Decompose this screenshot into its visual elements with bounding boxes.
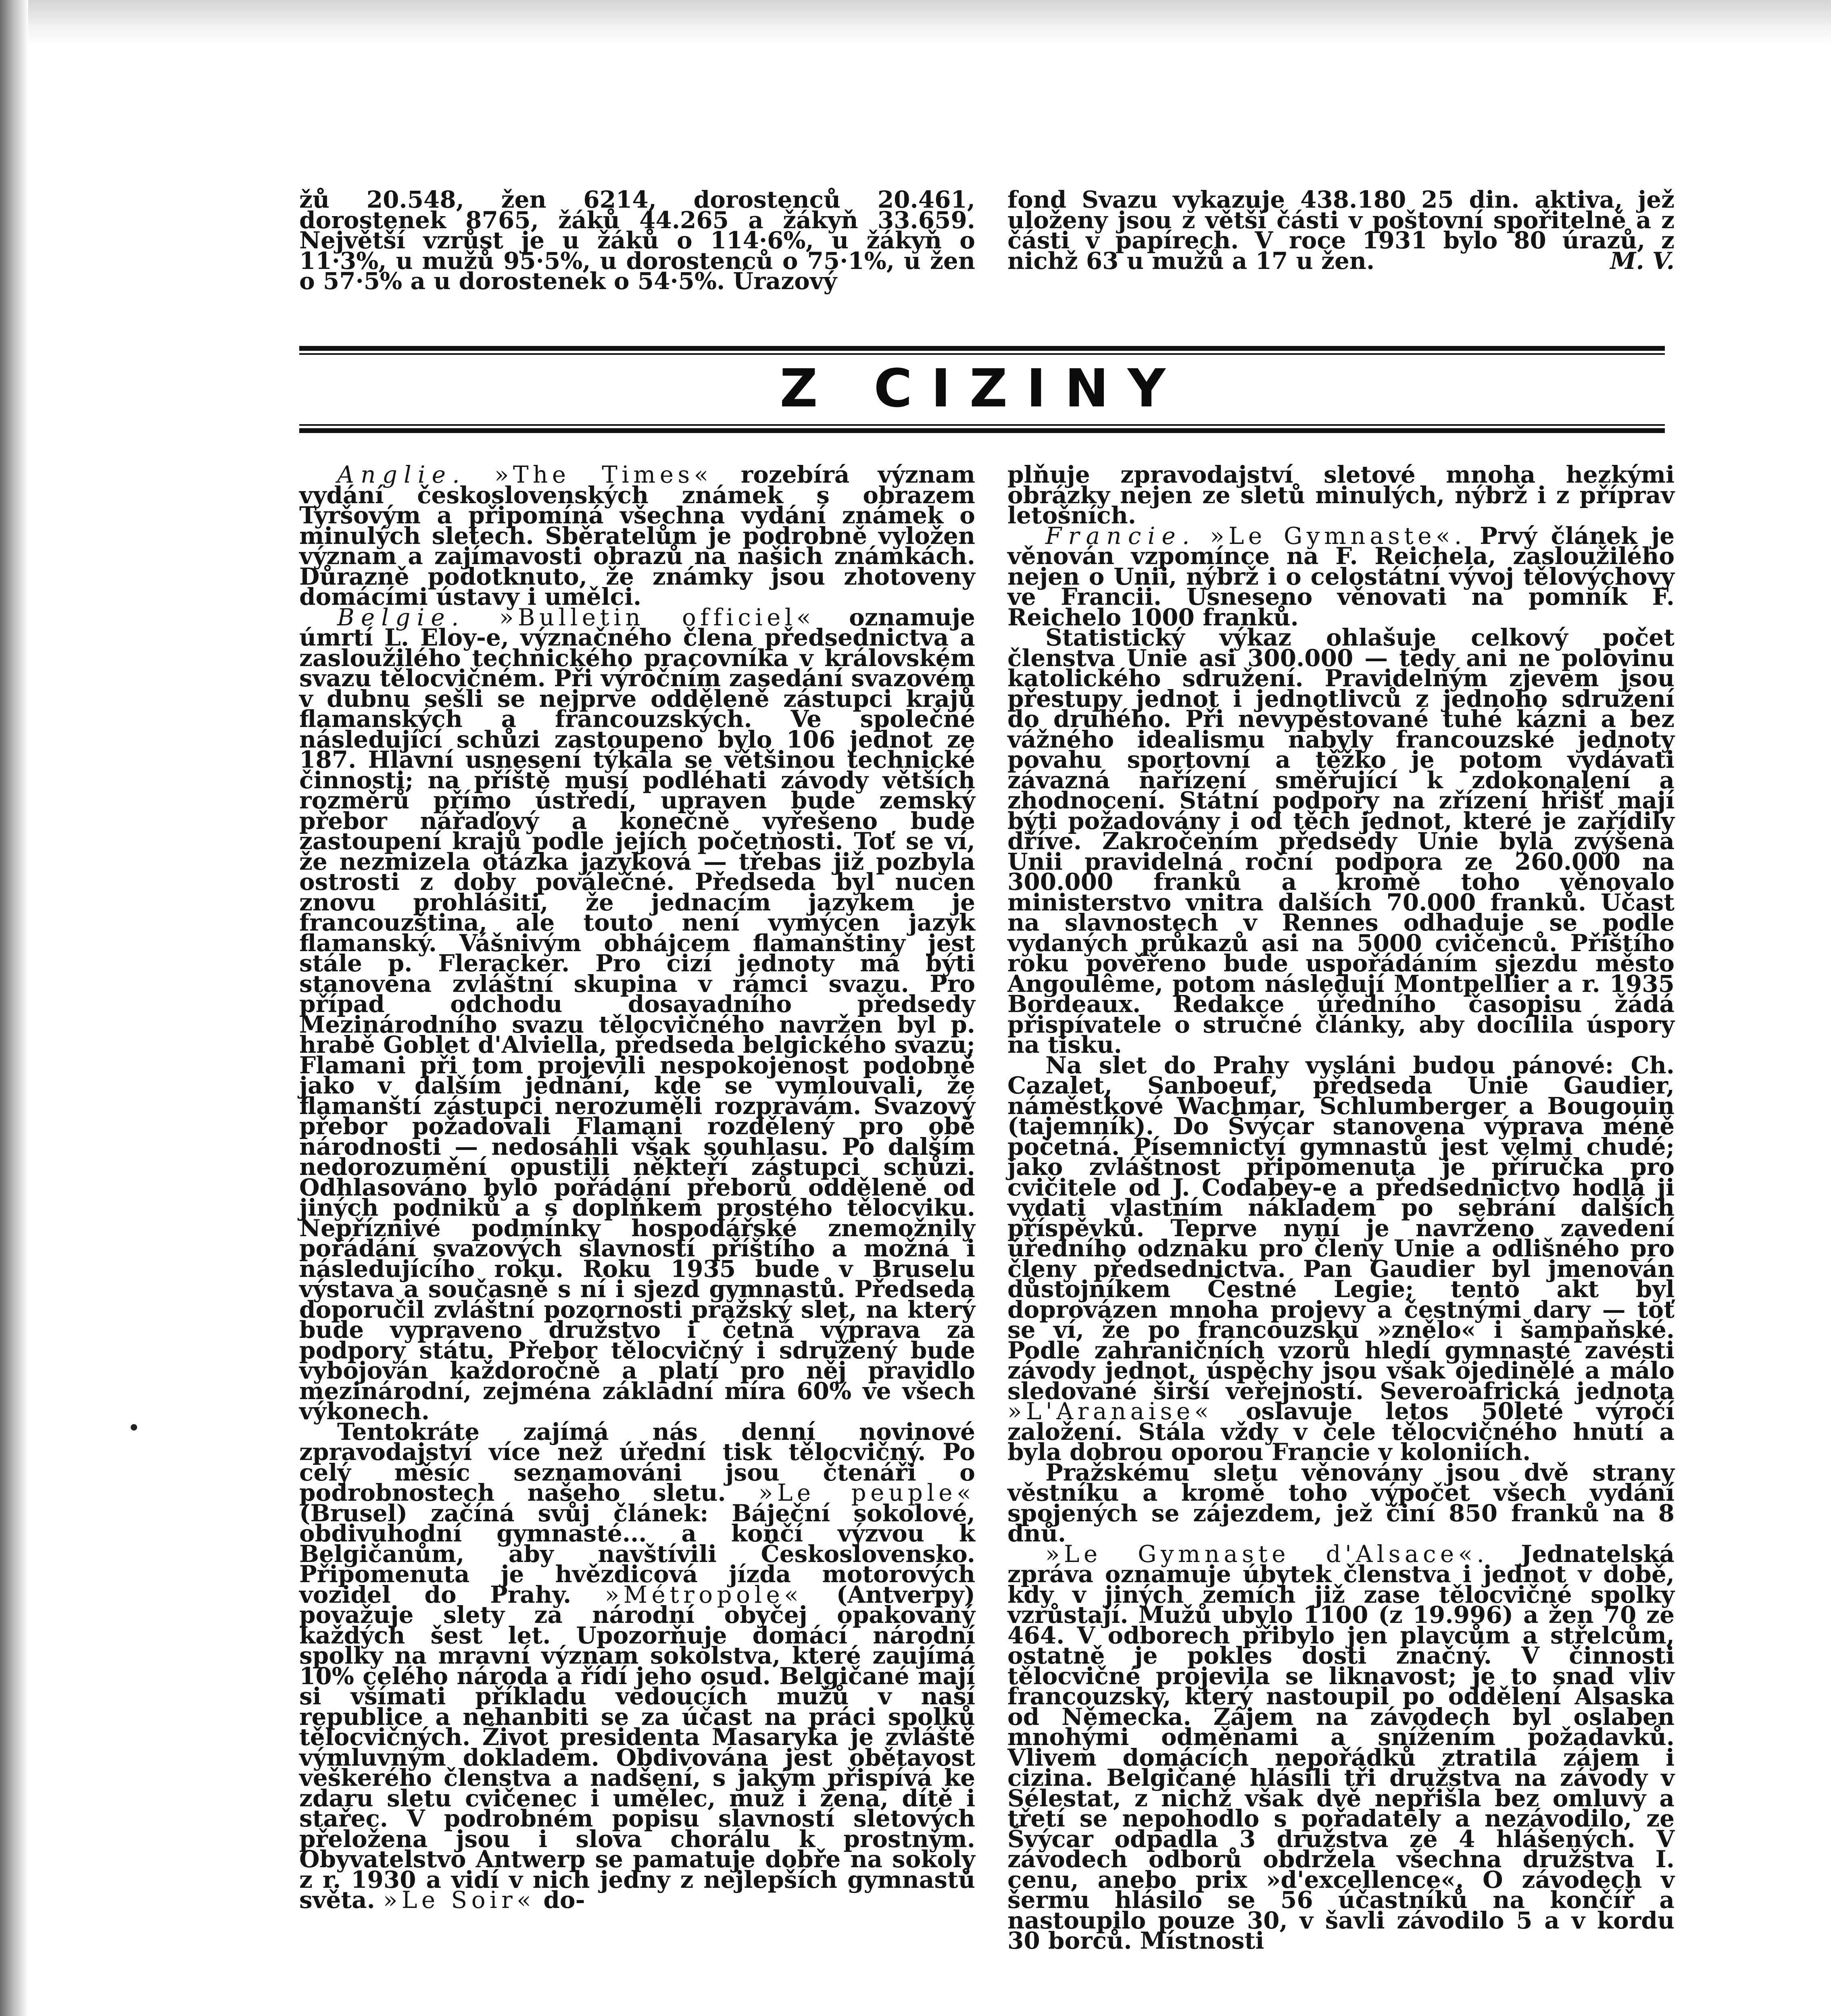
source-laranaise: »L'Aranaise« xyxy=(1007,1397,1213,1425)
paragraph-press xyxy=(299,1418,975,1914)
top-left-text: žů 20.548, žen 6214, dorostenců 20.461, dorostenek 8765, žáků 44.265 a žákyň 33.659. Největší vzrůst je u žáků o 114·6%, u žákyň o 11·3%, u mužů 95·5%, u dorostenců o 75·1%, u žen o 57·5% a u dorostenek o 54·5%. Úrazový xyxy=(299,186,975,295)
francie-text: Prvý článek je věnován vzpomínce na F. Reichela, zasloužilého nejen o Unii, nýbrž i o celostátní vývoj tělovýchovy ve Francii. Usneseno věnovati na pomník F. Reichelo 1000 franků. xyxy=(1007,522,1675,631)
press-text-b: (Brusel) začíná svůj článek: Báječní sokolové, obdivuhodní gymnasté... a končí výzvou k Belgičanům, aby navštívili Československo. Připomenuta je hvězdicová jízda motorových vozidel do Prahy. xyxy=(299,1499,975,1608)
scan-shadow-top xyxy=(0,0,1831,44)
press-text-d: do- xyxy=(543,1886,585,1914)
press-text-c: (Antverpy) považuje slety za národní obyčej opakovaný každých šest let. Upozorňuje domácí národní spolky na mravní význam sokolstva, které zaujímá 10% celého národa a řídí jeho osud. Belgičané mají si všímati příkladu vedoucích mužů v naší republice a nehanbiti se za účast na práci spolků tělocvičných. Život presidenta Masaryka je zvláště výmluvným dokladem. Obdivována jest obětavost veškerého členstva a nadšení, s jakým přispívá ke zdaru sletu cvičenec i umělec, muž i žena, dítě i stařec. V podrobném popisu slavností sletových přeložena jsou i slova chorálu k prostným. Obyvatelstvo Antwerp se pamatuje dobře na sokoly z r. 1930 a vidí v nich jedny z nejlepších gymnastů světa. xyxy=(299,1581,975,1914)
paragraph-anglie xyxy=(299,461,975,610)
paragraph-continuation: plňuje zpravodajství sletové mnoha hezkými obrázky nejen ze sletů minulých, nýbrž i z příprav letošních. xyxy=(1007,461,1675,529)
paragraph-statistics: Statistický výkaz ohlašuje celkový počet členstva Unie asi 300.000 — tedy ani ne polovinu katolického sdružení. Pravidelným zjevem jsou přestupy jednot i jednotlivců z jednoho sdružení do druhého. Při nevypěstované tuhé kázni a bez vážného idealismu nabyly francouzské jednoty povahu sportovní a těžko je potom vydávati závazná nařízení směřující k zdokonalení a zhodnocení. Státní podpory na zřízení hřišť mají býti požadovány i od těch jednot, které je zařídily dříve. Zakročením předsedy Unie byla zvýšena Unii pravidelná roční podpora ze 260.000 na 300.000 franků a kromě toho věnovalo ministerstvo vnitra dalších 70.000 franků. Účast na slavnostech v Rennes odhaduje se podle vydaných průkazů asi na 5000 cvičenců. Příštího roku pověřeno bude uspořádáním sjezdu město Angoulême, potom následují Montpellier a r. 1935 Bordeaux. Redakce úředního časopisu žádá přispívatele o stručné články, aby docílila úspory na tisku. xyxy=(1007,624,1675,1058)
source-metropole: »Métropole« xyxy=(605,1581,803,1608)
paragraph-prague-slet: Pražskému sletu věnovány jsou dvě strany věstníku a kromě toho výpočet všech vydání spojených se zájezdem, jež činí 850 franků na 8 dnů. xyxy=(1007,1458,1675,1547)
source-times: »The Times« xyxy=(494,461,713,488)
anglie-text: rozebírá význam vydání československých známek s obrazem Tyršovým a připomíná všechna vydání známek o minulých sletech. Sběratelům je podrobně vyložen význam a zajímavosti obrazů na našich známkách. Důrazně podotknuto, že známky jsou zhotoveny domácími ústavy i umělci. xyxy=(299,461,975,610)
alsace-text: Jednatelská zpráva oznamuje úbytek členstva i jednot v době, kdy v jiných zemích již zase tělocvičné spolky vzrůstají. Mužů ubylo 1100 (z 19.996) a žen 70 ze 464. V odborech přibylo jen plavcům a střelcům, ostatně je pokles dosti značný. V činnosti tělocvičné projevila se liknavost; je to snad vliv francouzský, který nastoupil po oddělení Alsaska od Německa. Zájem na závodech byl oslaben mnohými odměnami a snížením požadavků. Vlivem domácích nepořádků ztratila zájem i cizina. Belgičané hlásili tři družstva na závody v Sélestat, z nichž však dvě nepřišla bez omluvy a třetí se nepohodlo s pořadately a nezávodilo, ze Švýcar odpadla 3 družstva ze 4 hlášených. V závodech odborů obdržela všechna družstva I. cenu, anebo prix »d'excellence«. O závodech v šermu hlásilo se 56 účastníků na končíř a nastoupilo pouze 30, v šavli závodilo 5 a v kordu 30 borců. Místnosti xyxy=(1007,1540,1675,1954)
paragraph-belgie xyxy=(299,603,975,1425)
section-title: Z CIZINY xyxy=(780,358,1185,419)
scan-shadow-left xyxy=(0,0,28,2016)
delegation-text: Na slet do Prahy vysláni budou pánové: Ch. Cazalet, Sanboeuf, předseda Unie Gaudier, náměstkové Wachmar, Schlumberger a Bougouin (tajemník). Do Švýcar stanovena výprava méně početná. Písemnictví gymnastů jest velmi chudé; jako zvláštnost připomenuta je příručka pro cvičitele od J. Codabey-e a předsednictvo hodlá ji vydati vlastním nákladem po sebrání dalších příspěvků. Teprve nyní je navrženo zavedení úředního odznaku pro členy Unie a odlišného pro členy předsednictva. Pan Gaudier byl jmenován důstojníkem Čestné Legie; tento akt byl doprovázen mnoha projevy a čestnými dary — toť se ví, že po francouzsku »znělo« i šampaňské. Podle zahraničních vzorů hledí gymnasté zavésti závody jednot, úspěchy jsou však ojedinělé a málo sledované širší veřejností. Severoafrická jednota xyxy=(1007,1051,1675,1405)
delegation-text-b: oslavuje letos 50leté výročí založení. Stála vždy v čele tělocvičného hnutí a byla dobrou oporou Francie v koloniích. xyxy=(1007,1397,1675,1466)
right-column xyxy=(1007,461,1675,1954)
section-rule-top-thin xyxy=(299,353,1665,355)
paragraph-delegation xyxy=(1007,1051,1675,1466)
paragraph-francie xyxy=(1007,522,1675,631)
country-lead-anglie: Anglie. xyxy=(337,461,466,488)
country-lead-francie: Francie. xyxy=(1045,522,1196,550)
belgie-text: oznamuje úmrtí L. Eloy-e, význačného člena předsednictva a zasloužilého technického pracovníka v královském svazu tělocvičném. Při výročním zasedání svazovém v dubnu sešli se nejprve odděleně zástupci krajů flamanských a francouzských. Ve společné následující schůzi zastoupeno bylo 106 jednot ze 187. Hlavní usnesení týkala se většinou technické činnosti; na příště musí podléhati závody větších rozměrů přímo ústředí, upraven bude zemský přebor nářaďový a konečně vyřešeno bude zastoupení krajů podle jejích početnosti. Toť se ví, že nezmizela otázka jazyková — třebas již pozbyla ostrosti z doby poválečné. Předseda byl nucen znovu prohlásiti, že jednacím jazykem je francouzština, ale touto není vymýcen jazyk flamanský. Vášnivým obhájcem flamanštiny jest stále p. Fleracker. Pro cizí jednoty má býti stanovena zvláštní skupina v rámci svazu. Pro případ odchodu dosavadního předsedy Mezinárodního svazu tělocvičného navržen byl p. hrabě Goblet d'Alviella, předseda belgického svazu; Flamani při tom projevili nespokojenost podobně jako v dalším jednání, kde se vymlouvali, že flamanští zástupci nerozuměli rozpravám. Svazový přebor požadovali Flamani rozdělený pro obě národnosti — nedosáhli však souhlasu. Po dalším nedorozumění opustili někteří zástupci schůzi. Odhlasováno bylo pořádání přeborů odděleně od jiných podniků a s doplňkem prostého tělocviku. Nepříznivé podmínky hospodářské znemožnily pořádání svazových slavností příštího a možná i následujícího roku. Roku 1935 bude v Bruselu výstava a současně s ní i sjezd gymnastů. Předseda doporučil zvláštní pozornosti pražský slet, na který bude vypraveno družstvo i četná výprava za podpory státu. Přebor tělocvičný i sdružený bude vybojován každoročně a platí pro něj pravidlo mezinárodní, zejména základní míra 60% ve všech výkonech. xyxy=(299,603,975,1425)
source-bulletin: »Bulletin officiel« xyxy=(499,603,815,631)
source-le-soir: »Le Soir« xyxy=(383,1886,536,1914)
margin-dot xyxy=(131,1424,137,1431)
source-le-peuple: »Le peuple« xyxy=(759,1479,975,1506)
press-text-a: Tentokráte zajímá nás denní novinové zpravodajství více než úřední tisk tělocvičný. Po celý měsíc seznamováni jsou čtenáři o podrobnostech našeho sletu. xyxy=(299,1418,975,1506)
paragraph-alsace xyxy=(1007,1540,1675,1954)
source-gymnaste-alsace: »Le Gymnaste d'Alsace«. xyxy=(1045,1540,1489,1568)
left-column xyxy=(299,461,975,1914)
author-signature: M. V. xyxy=(1610,247,1675,275)
top-left-paragraph xyxy=(299,186,975,295)
section-rule-bottom-thin xyxy=(299,424,1665,426)
top-right-text: fond Svazu vykazuje 438.180 25 din. aktiva, jež uloženy jsou z větší části v poštovní spořitelně a z části v papírech. V roce 1931 bylo 80 úrazů, z nichž 63 u mužů a 17 u žen. xyxy=(1007,186,1675,275)
section-rule-top-thick xyxy=(299,346,1665,351)
country-lead-belgie: Belgie. xyxy=(337,603,465,631)
section-rule-bottom-thick xyxy=(299,428,1665,433)
top-right-paragraph xyxy=(1007,186,1675,275)
source-le-gymnaste: »Le Gymnaste«. xyxy=(1210,522,1466,550)
